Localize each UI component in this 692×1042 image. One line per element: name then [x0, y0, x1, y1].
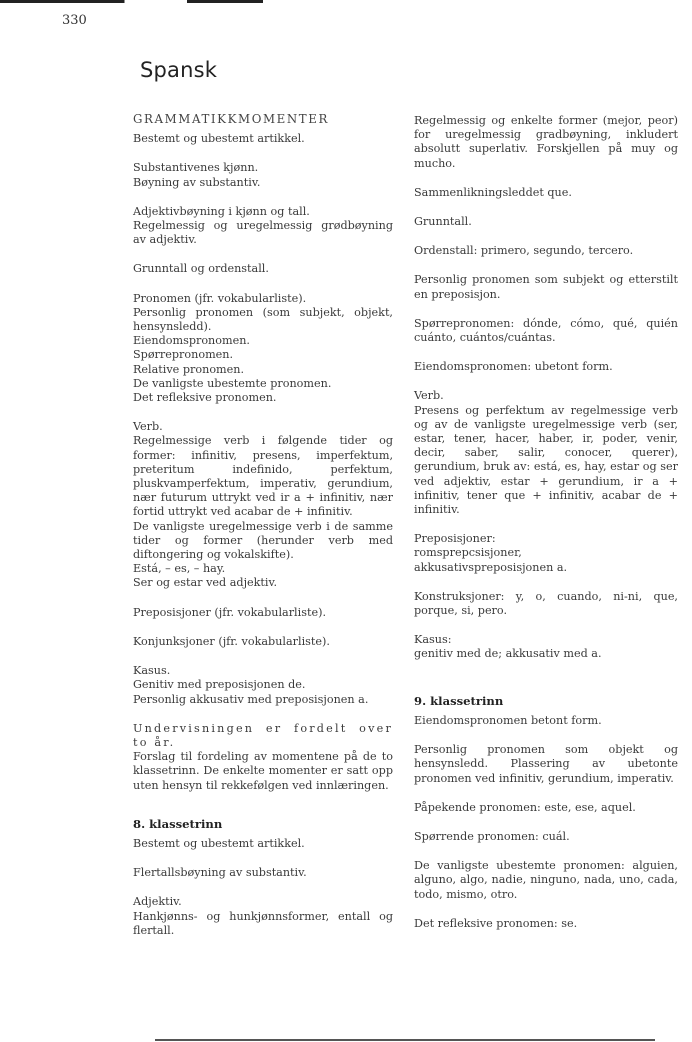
paragraph — [414, 244, 678, 258]
paragraph — [414, 114, 678, 171]
text-line: Regelmessig og enkelte former (mejor, peor) for uregelmessig gradbøyning, inkludert absolutt superlativ. Forskjellen på muy og mucho. — [414, 114, 678, 170]
paragraph — [414, 859, 678, 902]
right-column — [414, 114, 678, 946]
text-line: Kasus: — [414, 633, 452, 647]
text-line: Hankjønns- og hunkjønnsformer, entall og flertall. — [133, 909, 393, 937]
text-line: Grunntall og ordenstall. — [133, 262, 269, 276]
text-line: akkusativspreposisjonen a. — [414, 560, 568, 574]
text-line: Kasus. — [133, 664, 171, 678]
text-line: Bøyning av substantiv. — [133, 175, 261, 189]
text-line: Adjektiv. — [133, 895, 182, 909]
paragraph — [414, 186, 678, 200]
text-line: Konstruksjoner: y, o, cuando, ni-ni, que, porque, si, pero. — [414, 589, 678, 618]
text-line: Bestemt og ubestemt artikkel. — [133, 132, 305, 146]
text-line: Konjunksjoner (jfr. vokabularliste). — [133, 634, 330, 648]
paragraph — [133, 132, 393, 146]
text-line: Spørrepronomen. — [133, 348, 234, 362]
paragraph — [414, 917, 678, 931]
paragraph — [414, 830, 678, 844]
paragraph — [133, 664, 393, 707]
text-line: Preposisjoner (jfr. vokabularliste). — [133, 605, 326, 619]
text-line: Presens og perfektum av regelmessige verb og av de vanligste uregelmessige verb (ser, estar, tener, hacer, haber, ir, poder, venir, decir, saber, salir, conocer, querer), gerundium, bruk av: está, es, hay, estar og ser ved adjektiv, estar + gerundium, ir a + infinitiv, tener que + infinitiv, acabar de + infinitiv. — [414, 403, 678, 517]
top-edge-bar — [0, 0, 692, 3]
text-line: Eiendomspronomen betont form. — [414, 713, 602, 727]
paragraph — [414, 532, 678, 575]
paragraph — [414, 360, 678, 374]
paragraph — [133, 837, 393, 851]
text-line: Adjektivbøyning i kjønn og tall. — [133, 204, 310, 218]
page-title: Spansk — [140, 58, 218, 82]
paragraph — [414, 317, 678, 345]
text-line: Genitiv med preposisjonen de. — [133, 678, 306, 692]
text-line: De vanligste ubestemte pronomen: alguien, alguno, algo, nadie, ninguno, nada, uno, cada, todo, mismo, otro. — [414, 859, 678, 901]
text-line: Eiendomspronomen. — [133, 334, 250, 348]
distribution-text: Forslag til fordeling av momentene på de to klassetrinn. De enkelte momenter er satt opp uten hensyn til rekkefølgen ved innlæringen. — [133, 750, 393, 792]
text-line: Ordenstall: primero, segundo, tercero. — [414, 244, 634, 258]
text-line: Det refleksive pronomen: se. — [414, 916, 578, 930]
grammar-list — [133, 132, 393, 707]
paragraph — [414, 743, 678, 786]
text-line: Sammenlikningsleddet que. — [414, 185, 572, 199]
text-line: Pronomen (jfr. vokabularliste). — [133, 291, 307, 305]
distribution-heading: Undervisningen er fordelt over to år. — [133, 721, 393, 749]
paragraph — [133, 205, 393, 248]
page-number: 330 — [62, 13, 87, 28]
text-line: Personlig pronomen som objekt og hensynsledd. Plassering av ubetonte pronomen ved infinitiv, gerundium, imperativ. — [414, 743, 678, 785]
paragraph — [133, 420, 393, 590]
text-line: Spørrepronomen: dónde, cómo, qué, quién cuánto, cuántos/cuántas. — [414, 316, 678, 345]
paragraph — [414, 215, 678, 229]
grade9-heading: 9. klassetrinn — [414, 693, 504, 708]
paragraph — [133, 292, 393, 406]
text-line: De vanligste ubestemte pronomen. — [133, 376, 332, 390]
text-line: Personlig pronomen som subjekt og etterstilt en preposisjon. — [414, 273, 678, 301]
text-line: Ser og estar ved adjektiv. — [133, 576, 278, 590]
text-line: Regelmessige verb i følgende tider og former: infinitiv, presens, imperfektum, preteritum indefinido, perfektum, pluskvamperfektum, imperativ, gerundium, nær futurum uttrykt ved ir a + infinitiv, nær fortid uttrykt ved acabar de + infinitiv. — [133, 434, 393, 519]
text-line: romsprepcsisjoner, — [414, 546, 522, 560]
paragraph — [414, 590, 678, 618]
text-line: Preposisjoner: — [414, 532, 496, 546]
paragraph — [133, 161, 393, 189]
text-line: Está, – es, – hay. — [133, 562, 226, 576]
text-line: Det refleksive pronomen. — [133, 391, 277, 405]
bottom-edge-rule — [155, 1039, 655, 1041]
paragraph — [414, 633, 678, 661]
grade8-continued-list — [414, 114, 678, 662]
paragraph — [133, 262, 393, 276]
paragraph — [133, 606, 393, 620]
paragraph — [414, 714, 678, 728]
text-line: Spørrende pronomen: cuál. — [414, 829, 570, 843]
paragraph — [133, 895, 393, 938]
paragraph — [414, 801, 678, 815]
paragraph — [133, 866, 393, 880]
text-line: Eiendomspronomen: ubetont form. — [414, 360, 613, 374]
paragraph — [414, 389, 678, 517]
grammar-heading: GRAMMATIKKMOMENTER — [133, 112, 329, 126]
text-line: Personlig akkusativ med preposisjonen a. — [133, 692, 369, 706]
text-line: Bestemt og ubestemt artikkel. — [133, 836, 305, 850]
text-line: Påpekende pronomen: este, ese, aquel. — [414, 800, 636, 814]
paragraph — [133, 635, 393, 649]
text-line: Verb. — [133, 420, 163, 434]
text-line: Regelmessig og uregelmessig grødbøyning av adjektiv. — [133, 219, 393, 247]
left-column — [133, 112, 393, 953]
paragraph — [414, 273, 678, 301]
text-line: genitiv med de; akkusativ med a. — [414, 647, 602, 661]
text-line: Substantivenes kjønn. — [133, 161, 259, 175]
text-line: Flertallsbøyning av substantiv. — [133, 866, 307, 880]
text-line: Relative pronomen. — [133, 362, 245, 376]
text-line: Grunntall. — [414, 215, 472, 229]
grade9-list — [414, 714, 678, 931]
distribution-section — [133, 722, 393, 793]
text-line: De vanligste uregelmessige verb i de samme tider og former (herunder verb med diftongering og vokalskifte). — [133, 519, 393, 562]
text-line: Personlig pronomen (som subjekt, objekt, hensynsledd). — [133, 305, 393, 334]
grade8-heading: 8. klassetrinn — [133, 816, 223, 831]
grade8-list — [133, 837, 393, 938]
text-line: Verb. — [414, 389, 444, 403]
